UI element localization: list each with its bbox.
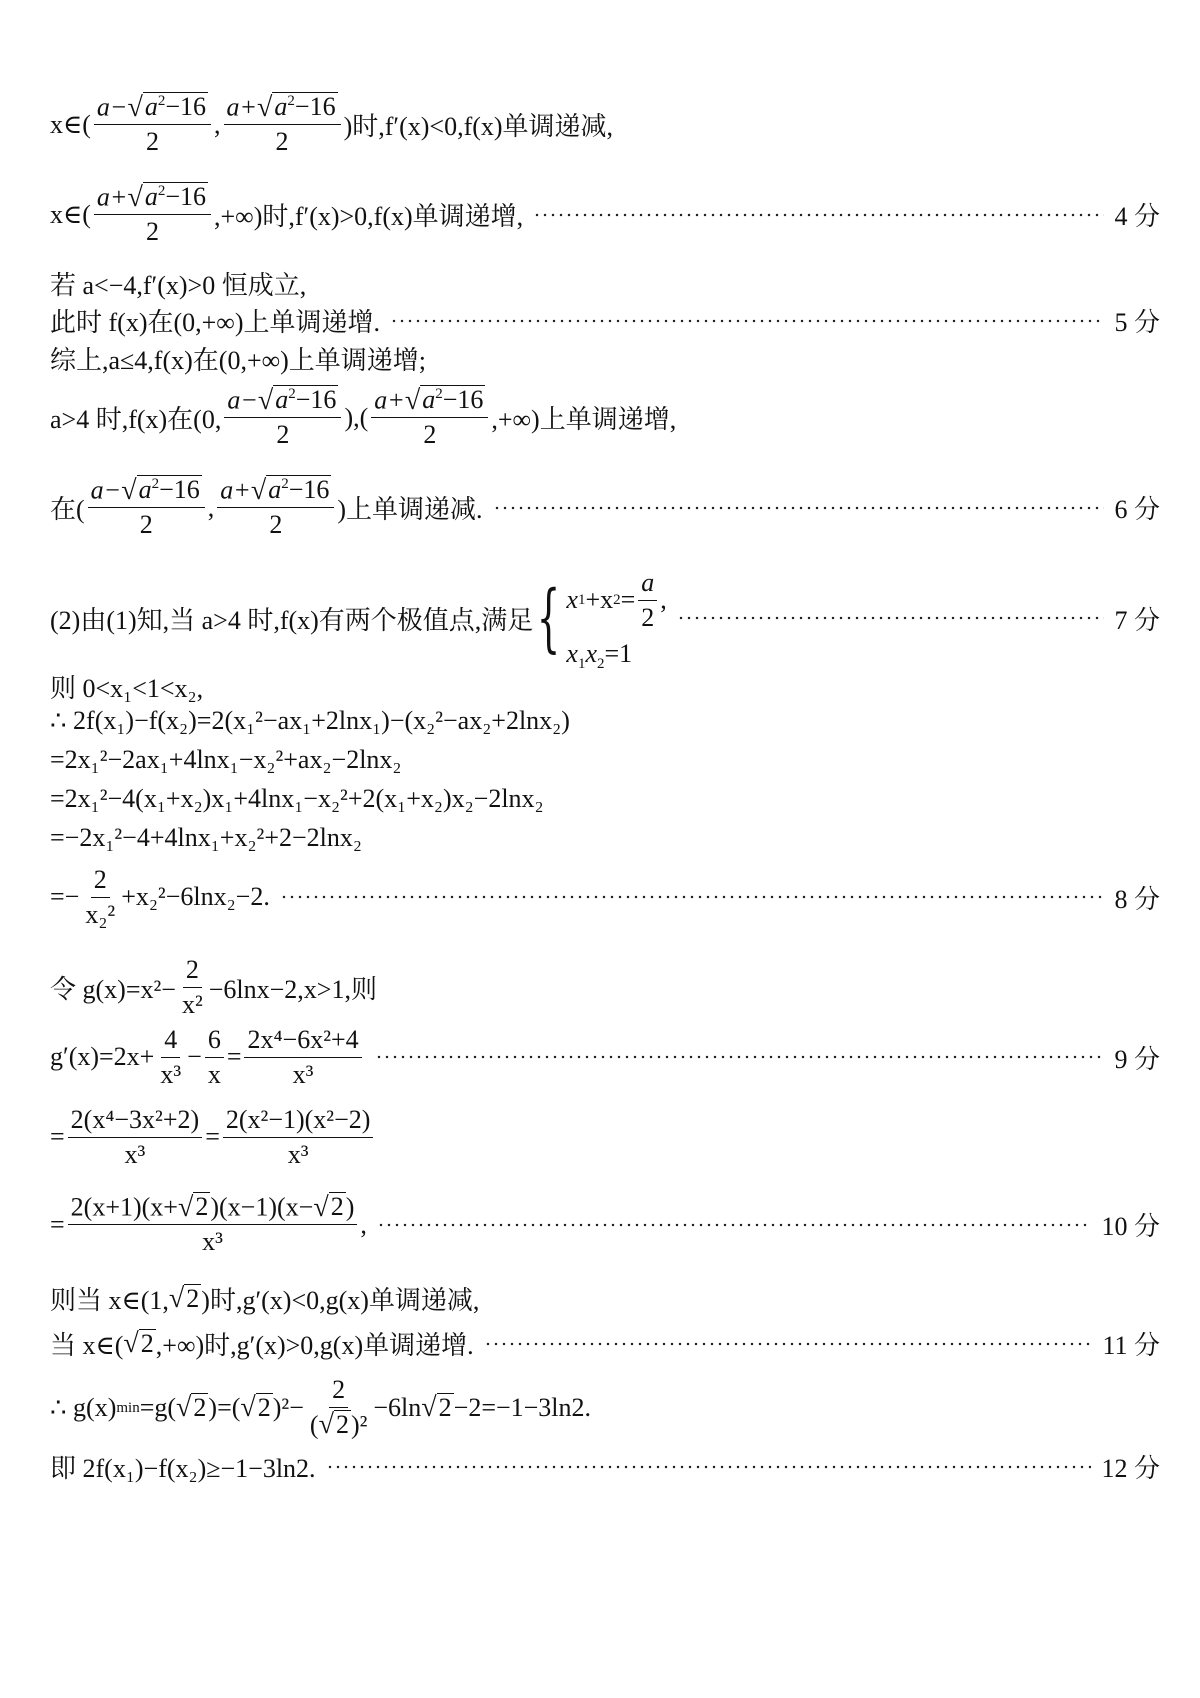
text-line: 此时 f(x)在(0,+∞)上单调递增. 5 分 bbox=[50, 302, 1160, 339]
text-line: = $\frac{\text{2(x⁴−3x²+2)}}{\text{x³}}$ = $\frac{\text{2(x²−1)(x²−2)}}{\text{x³}}$ bbox=[50, 1105, 1160, 1170]
text: )时,f′(x)<0,f(x)单调递减, bbox=[343, 112, 614, 142]
text-line: 综上,a≤4,f(x)在(0,+∞)上单调递增; bbox=[50, 346, 427, 375]
text-line: =−2x₁²−4+4lnx₁+x₂²+2−2lnx₂ bbox=[50, 823, 362, 852]
score-label: 9 分 bbox=[1114, 1044, 1160, 1074]
score-label: 7 分 bbox=[1114, 605, 1160, 635]
text-line: ∴ 2f(x₁)−f(x₂)=2(x₁²−ax₁+2lnx₁)−(x₂²−ax₂+2lnx₂) bbox=[50, 706, 570, 735]
dot-leader bbox=[326, 1465, 1092, 1469]
fraction: a+ √ $a^2-16$ 2 bbox=[217, 475, 334, 540]
text-line: ∴ g(x) min =g( √ 2 )=( √ 2 )²− 2 ( √ 2 )² −6ln √ 2 −2=−1−3ln2. bbox=[50, 1375, 592, 1441]
dot-leader bbox=[533, 213, 1104, 217]
dot-leader bbox=[677, 616, 1105, 620]
dot-leader bbox=[377, 1223, 1092, 1227]
text-line: 若 a<−4,f′(x)>0 恒成立, bbox=[50, 271, 307, 300]
fraction: a− √ $a^2-16$ 2 bbox=[88, 475, 205, 540]
text-line: (2)由(1)知,当 a>4 时,f(x)有两个极值点,满足 { x 1 +x 2 = $\frac{a}{2}$ , $x_1x_2=1$ 7 分 bbox=[50, 568, 1160, 672]
dot-leader bbox=[390, 319, 1104, 323]
score-label: 12 分 bbox=[1101, 1454, 1160, 1483]
text-line: 在( a− √ $a^2-16$ 2 , a+ √ $a^2-16$ 2 )上单调递减. 6 分 bbox=[50, 474, 1160, 540]
text-line: =2x₁²−2ax₁+4lnx₁−x₂²+ax₂−2lnx₂ bbox=[50, 745, 402, 774]
text-line: 当 x∈( √ 2 ,+∞)时,g′(x)>0,g(x)单调递增. 11 分 bbox=[50, 1325, 1160, 1362]
interval-increasing-line: x∈( a+ √ $a^2-16$ 2 ,+∞)时,f′(x)>0,f(x)单调递增, 4 分 bbox=[50, 181, 1160, 247]
dot-leader bbox=[493, 506, 1105, 510]
score-label: 8 分 bbox=[1114, 884, 1160, 914]
text-line: 则当 x∈(1, √ 2 )时,g′(x)<0,g(x)单调递减, bbox=[50, 1283, 480, 1315]
interval-decreasing-line: x∈( a− √ $a^2-16$ 2 , a+ √ $a^2-16$ 2 )时,f′(x)<0,f(x)单调递减, bbox=[50, 91, 614, 157]
text-line: 即 2f(x₁)−f(x₂)≥−1−3ln2. 12 分 bbox=[50, 1448, 1160, 1485]
text-line: 令 g(x)=x²− $\frac{2}{\text{x²}}$ −6lnx−2,x>1,则 bbox=[50, 955, 377, 1019]
dot-leader bbox=[280, 895, 1105, 899]
text-line: g′(x)=2x+ $\frac{4}{\text{x³}}$ − $\frac{6}{x}$ = $\frac{\text{2x⁴−6x²+4}}{\text{x³}}$ 9 分 bbox=[50, 1025, 1160, 1089]
dot-leader bbox=[375, 1055, 1105, 1059]
score-label: 10 分 bbox=[1101, 1212, 1160, 1242]
equation-system: { x 1 +x 2 = $\frac{a}{2}$ , $x_1x_2=1$ bbox=[537, 568, 667, 672]
score-label: 5 分 bbox=[1114, 308, 1160, 337]
text: x∈( bbox=[50, 109, 91, 139]
dot-leader bbox=[484, 1342, 1093, 1346]
score-label: 11 分 bbox=[1102, 1331, 1160, 1360]
fraction: a− √ $a^2-16$ 2 bbox=[94, 92, 211, 157]
text-line: = 2(x+1)(x+ √ 2 )(x−1)(x− √ 2 ) x³ , 10 分 bbox=[50, 1191, 1160, 1257]
fraction: a+ √ $a^2-16$ 2 bbox=[224, 92, 341, 157]
fraction: a+ √ $a^2-16$ 2 bbox=[94, 182, 211, 247]
text-line: =2x₁²−4(x₁+x₂)x₁+4lnx₁−x₂²+2(x₁+x₂)x₂−2lnx₂ bbox=[50, 784, 544, 813]
score-label: 4 分 bbox=[1114, 202, 1160, 232]
text-line: 则 0<x₁<1<x₂, bbox=[50, 674, 204, 703]
fraction: a− √ $a^2-16$ 2 bbox=[224, 385, 341, 450]
fraction: a+ √ $a^2-16$ 2 bbox=[371, 385, 488, 450]
score-label: 6 分 bbox=[1114, 495, 1160, 525]
text-line: a>4 时,f(x)在(0, a− √ $a^2-16$ 2 ),( a+ √ $a^2-16$ 2 ,+∞)上单调递增, bbox=[50, 384, 677, 450]
text-line: =− $\frac{2}{\text{x₂²}}$ +x₂²−6lnx₂−2. 8 分 bbox=[50, 865, 1160, 929]
